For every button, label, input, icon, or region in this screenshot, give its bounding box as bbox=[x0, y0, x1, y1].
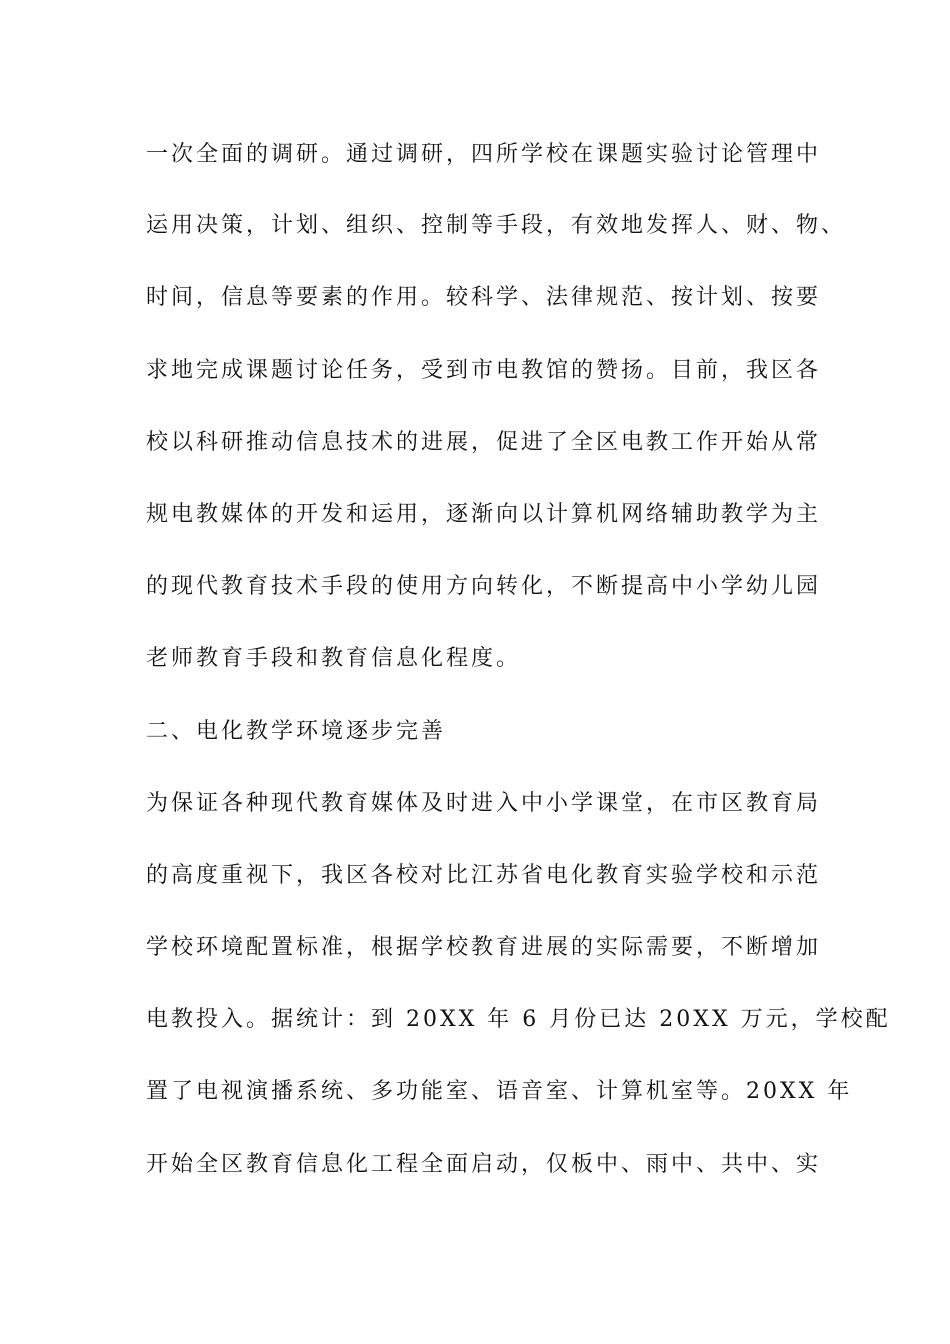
text-line: 为保证各种现代教育媒体及时进入中小学课堂，在市区教育局 bbox=[146, 791, 822, 816]
text-line: 的现代教育技术手段的使用方向转化，不断提高中小学幼儿园 bbox=[146, 574, 822, 599]
text-line: 电教投入。据统计：到 20XX 年 6 月份已达 20XX 万元，学校配 bbox=[146, 1007, 891, 1032]
text-line: 规电教媒体的开发和运用，逐渐向以计算机网络辅助教学为主 bbox=[146, 502, 822, 527]
text-line: 求地完成课题讨论任务，受到市电教馆的赞扬。目前，我区各 bbox=[146, 358, 822, 383]
text-line: 时间，信息等要素的作用。较科学、法律规范、按计划、按要 bbox=[146, 285, 822, 310]
text-line: 一次全面的调研。通过调研，四所学校在课题实验讨论管理中 bbox=[146, 142, 822, 167]
text-line: 置了电视演播系统、多功能室、语音室、计算机室等。20XX 年 bbox=[146, 1079, 853, 1104]
text-line: 老师教育手段和教育信息化程度。 bbox=[146, 646, 522, 671]
section-heading: 二、电化教学环境逐步完善 bbox=[146, 719, 447, 744]
text-line: 学校环境配置标准，根据学校教育进展的实际需要，不断增加 bbox=[146, 935, 822, 960]
text-line: 的高度重视下，我区各校对比江苏省电化教育实验学校和示范 bbox=[146, 863, 822, 888]
text-line: 运用决策，计划、组织、控制等手段，有效地发挥人、财、物、 bbox=[146, 213, 847, 238]
text-line: 开始全区教育信息化工程全面启动，仅板中、雨中、共中、实 bbox=[146, 1152, 822, 1177]
text-line: 校以科研推动信息技术的进展，促进了全区电教工作开始从常 bbox=[146, 430, 822, 455]
